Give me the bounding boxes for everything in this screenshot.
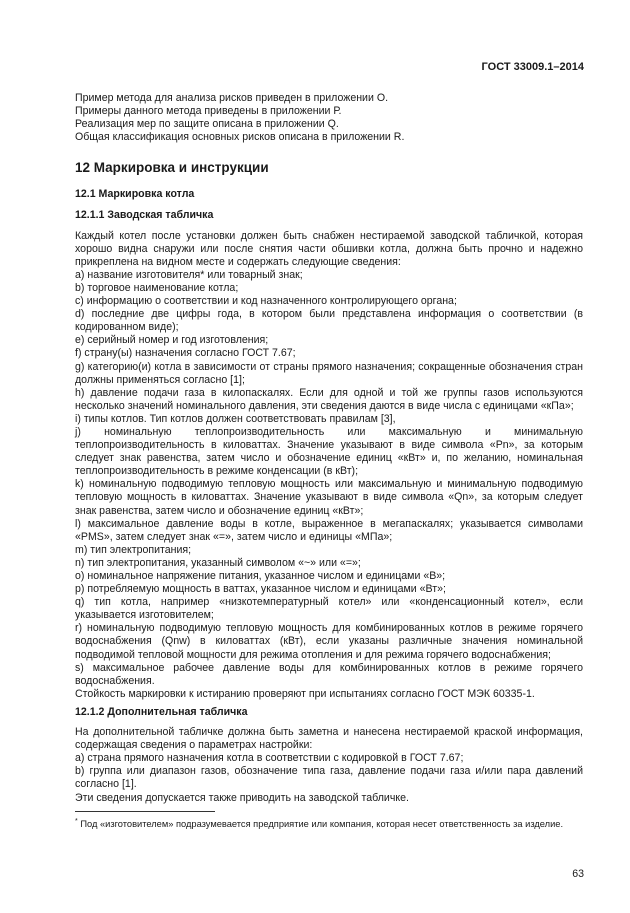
paragraph: Эти сведения допускается также приводить на заводской табличке. bbox=[75, 791, 409, 804]
list-item: p) потребляемую мощность в ваттах, указанное числом и единицами «Вт»; bbox=[75, 583, 446, 596]
list-item: q) тип котла, например «низкотемпературный котел» или «конденсационный котел», если указывается изготовителем; bbox=[75, 596, 583, 622]
intro-line: Общая классификация основных рисков описана в приложении R. bbox=[75, 131, 405, 144]
list-item: k) номинальную подводимую тепловую мощность или максимальную и минимальную подводимую тепловую мощность в киловаттах. Значение указывают в виде символа «Qn», за которым следует знак равенства, затем число и обозначение единиц «кВт»; bbox=[75, 478, 583, 517]
list-item: b) группа или диапазон газов, обозначение типа газа, давление подачи газа и/или пара давлений согласно [1]. bbox=[75, 765, 583, 791]
list-item: b) торговое наименование котла; bbox=[75, 281, 239, 294]
clause-body bbox=[75, 726, 583, 805]
list-item: r) номинальную подводимую тепловую мощность для комбинированных котлов в режиме горячего водоснабжения (Qnw) в киловаттах (кВт), если указаны различные значения номинальной подводимой тепловой мощности для режима отопления и для режима горячего водоснабжения; bbox=[75, 622, 583, 661]
page-number: 63 bbox=[572, 868, 584, 880]
list-item: h) давление подачи газа в килопаскалях. Если для одной и той же группы газов используются несколько значений номинального давления, эти сведения даются в виде числа с единицами «кПа»; bbox=[75, 386, 583, 412]
list-item: i) типы котлов. Тип котлов должен соответствовать правилам [3], bbox=[75, 412, 396, 425]
footnote-divider bbox=[75, 811, 215, 812]
subsection-title: 12.1 Маркировка котла bbox=[75, 188, 195, 201]
list-item: l) максимальное давление воды в котле, выраженное в мегапаскалях; указывается символами «PMS», затем следует знак «=», затем число и единицы «МПа»; bbox=[75, 517, 583, 543]
list-item: n) тип электропитания, указанный символом «~» или «=»; bbox=[75, 556, 361, 569]
list-item: a) название изготовителя* или товарный знак; bbox=[75, 268, 303, 281]
intro-line: Реализация мер по защите описана в приложении Q. bbox=[75, 118, 339, 131]
paragraph: На дополнительной табличке должна быть заметна и нанесена нестираемой краской информация, содержащая сведения о параметрах настройки: bbox=[75, 726, 583, 752]
list-item: d) последние две цифры года, в котором были представлена информация о соответствии (в кодированном виде); bbox=[75, 308, 583, 334]
list-item: a) страна прямого назначения котла в соответствии с кодировкой в ГОСТ 7.67; bbox=[75, 752, 464, 765]
footnote bbox=[75, 816, 583, 830]
intro-block bbox=[75, 92, 583, 144]
footnote-mark: * bbox=[75, 817, 78, 825]
list-item: j) номинальную теплопроизводительность или максимальную и минимальную теплопроизводительность в киловаттах. Значение указывают в виде символа «Pn», за которым следует знак равенства, затем число и обозначение единиц «кВт» и, по желанию, номинальная теплопроизводительность в режиме конденсации (в кВт); bbox=[75, 425, 583, 478]
section-title: 12 Маркировка и инструкции bbox=[75, 160, 269, 176]
list-item: m) тип электропитания; bbox=[75, 543, 192, 556]
paragraph: Каждый котел после установки должен быть снабжен нестираемой заводской табличкой, которая хорошо видна снаружи или после снятия части обшивки котла, должна быть прочно и надежно прикреплена на видном месте и содержать следующие сведения: bbox=[75, 229, 583, 268]
list-item: f) страну(ы) назначения согласно ГОСТ 7.67; bbox=[75, 347, 296, 360]
list-item: g) категорию(и) котла в зависимости от страны прямого назначения; сокращенные обозначения стран должны применяться согласно [1]; bbox=[75, 360, 583, 386]
list-item: e) серийный номер и год изготовления; bbox=[75, 334, 269, 347]
list-item: c) информацию о соответствии и код назначенного контролирующего органа; bbox=[75, 295, 457, 308]
intro-line: Примеры данного метода приведены в приложении Р. bbox=[75, 105, 342, 118]
footnote-text: Под «изготовителем» подразумевается предприятие или компания, которая несет ответственность за изделие. bbox=[80, 818, 564, 829]
page-content bbox=[75, 92, 583, 830]
clause-title: 12.1.1 Заводская табличка bbox=[75, 209, 214, 222]
clause-body bbox=[75, 230, 583, 701]
paragraph: Стойкость маркировки к истиранию проверяют при испытаниях согласно ГОСТ МЭК 60335-1. bbox=[75, 687, 535, 700]
intro-line: Пример метода для анализа рисков приведен в приложении О. bbox=[75, 92, 389, 104]
list-item: s) максимальное рабочее давление воды для комбинированных котлов в режиме горячего водоснабжения. bbox=[75, 661, 583, 687]
clause-title: 12.1.2 Дополнительная табличка bbox=[75, 705, 248, 718]
standard-code: ГОСТ 33009.1–2014 bbox=[481, 61, 584, 73]
list-item: o) номинальное напряжение питания, указанное числом и единицами «В»; bbox=[75, 570, 446, 582]
